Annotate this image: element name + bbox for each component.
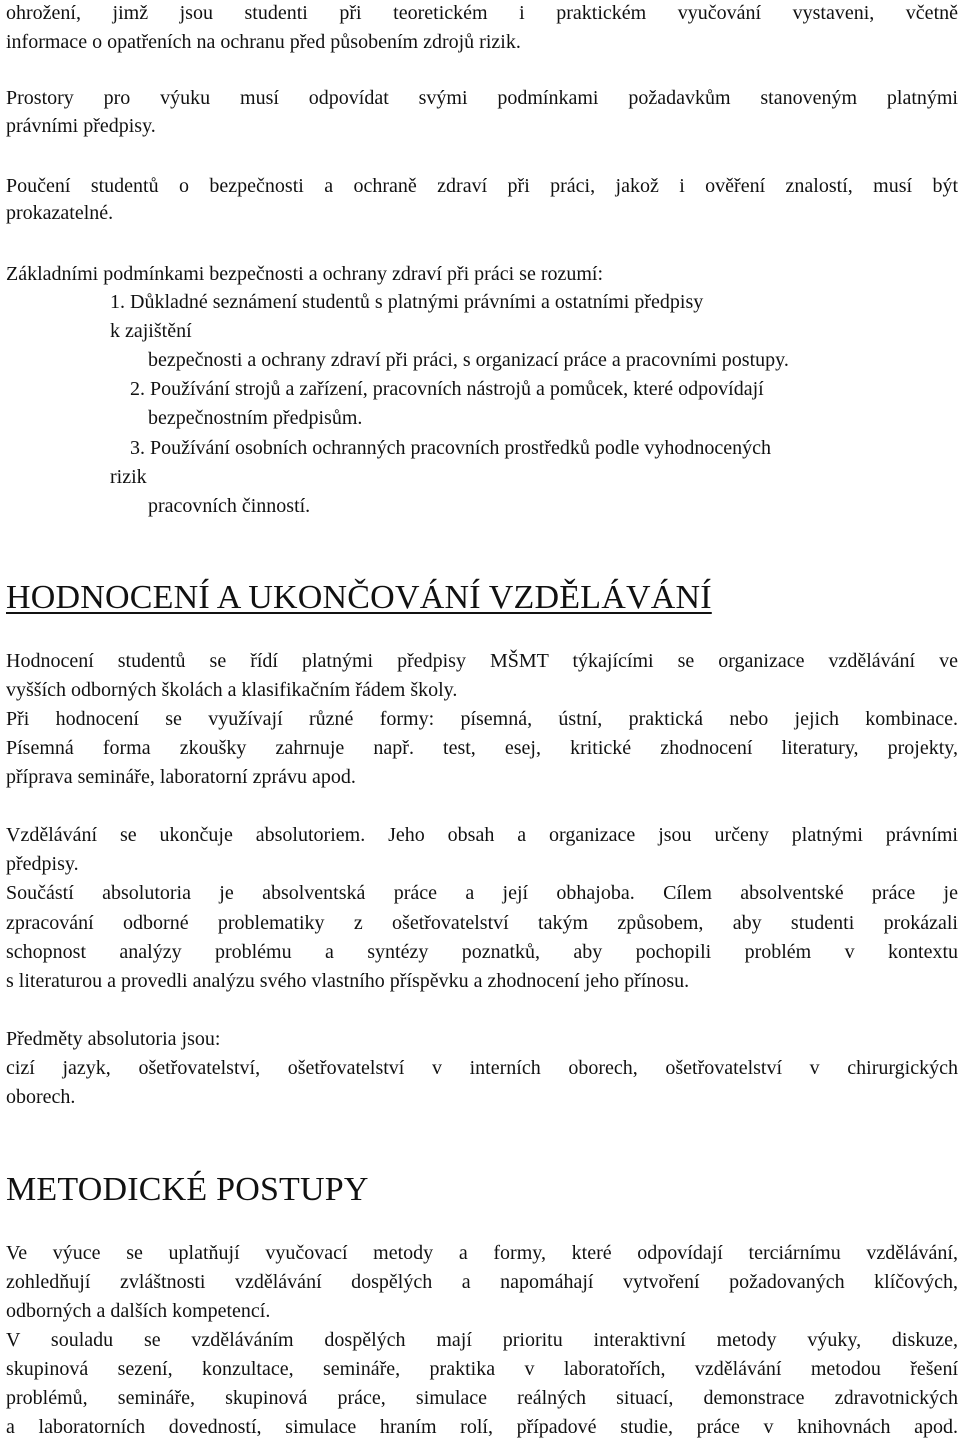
conditions-title: Základními podmínkami bezpečnosti a ochrany zdraví při práci se rozumí: bbox=[6, 263, 604, 285]
methods-p1-line-3: odborných a dalších kompetencí. bbox=[6, 1300, 271, 1322]
evaluation-p4-line-3: schopnost analýzy problému a syntézy poznatků, aby pochopili problém v kontextu bbox=[6, 941, 958, 963]
evaluation-p3-line-2: předpisy. bbox=[6, 853, 79, 875]
methods-p2-line-1: V souladu se vzděláváním dospělých mají prioritu interaktivní metody výuky, diskuze, bbox=[6, 1329, 958, 1351]
evaluation-p3-line-1: Vzdělávání se ukončuje absolutoriem. Jeho obsah a organizace jsou určeny platnými právními bbox=[6, 824, 958, 846]
evaluation-p5-line-2: cizí jazyk, ošetřovatelství, ošetřovatelství v interních oborech, ošetřovatelství v chirurgických bbox=[6, 1057, 958, 1079]
intro-line-4: právními předpisy. bbox=[6, 115, 156, 137]
condition-1-line-1: 1. Důkladné seznámení studentů s platnými právními a ostatními předpisy bbox=[110, 291, 704, 313]
intro-line-5: Poučení studentů o bezpečnosti a ochraně zdraví při práci, jakož i ověření znalostí, musí být bbox=[6, 175, 958, 197]
intro-line-3: Prostory pro výuku musí odpovídat svými podmínkami požadavkům stanoveným platnými bbox=[6, 87, 958, 109]
intro-line-2: informace o opatřeních na ochranu před působením zdrojů rizik. bbox=[6, 31, 521, 53]
condition-3-line-3: pracovních činností. bbox=[148, 495, 311, 517]
evaluation-p1-line-2: vyšších odborných školách a klasifikačním řádem školy. bbox=[6, 679, 458, 701]
evaluation-p5-line-1: Předměty absolutoria jsou: bbox=[6, 1028, 221, 1050]
evaluation-p4-line-2: zpracování odborné problematiky z ošetřovatelství takým způsobem, aby studenti prokázali bbox=[6, 912, 958, 934]
evaluation-p1-line-1: Hodnocení studentů se řídí platnými předpisy MŠMT týkajícími se organizace vzdělávání ve bbox=[6, 650, 958, 672]
evaluation-p4-line-4: s literaturou a provedli analýzu svého vlastního příspěvku a zhodnocení jeho přínosu. bbox=[6, 970, 690, 992]
section-heading-methods: METODICKÉ POSTUPY bbox=[6, 1171, 369, 1208]
evaluation-p4-line-1: Součástí absolutoria je absolventská práce a její obhajoba. Cílem absolventské práce je bbox=[6, 882, 958, 904]
methods-p1-line-2: zohledňují zvláštnosti vzdělávání dospělých a napomáhají vytvoření požadovaných klíčových, bbox=[6, 1271, 958, 1293]
intro-line-1: ohrožení, jimž jsou studenti při teoretickém i praktickém vyučování vystaveni, včetně bbox=[6, 2, 958, 24]
methods-p1-line-1: Ve výuce se uplatňují vyučovací metody a formy, které odpovídají terciárnímu vzdělávání, bbox=[6, 1242, 958, 1264]
methods-p2-line-3: problémů, semináře, skupinová práce, simulace reálných situací, demonstrace zdravotnických bbox=[6, 1387, 958, 1409]
condition-1-line-2: k zajištění bbox=[110, 320, 192, 342]
methods-p2-line-2: skupinová sezení, konzultace, semináře, praktika v laboratořích, vzdělávání metodou řešení bbox=[6, 1358, 958, 1380]
evaluation-p2-line-3: příprava semináře, laboratorní zprávu apod. bbox=[6, 766, 356, 788]
condition-1-line-3: bezpečnosti a ochrany zdraví při práci, s organizací práce a pracovními postupy. bbox=[148, 349, 789, 371]
condition-2-line-1: 2. Používání strojů a zařízení, pracovních nástrojů a pomůcek, které odpovídají bbox=[130, 378, 764, 400]
methods-p2-line-4: a laboratorních dovedností, simulace hraním rolí, případové studie, práce v knihovnách apod. bbox=[6, 1416, 958, 1438]
section-heading-evaluation: HODNOCENÍ A UKONČOVÁNÍ VZDĚLÁVÁNÍ bbox=[6, 579, 712, 616]
evaluation-p2-line-2: Písemná forma zkoušky zahrnuje např. test, esej, kritické zhodnocení literatury, projekty, bbox=[6, 737, 958, 759]
condition-3-line-2: rizik bbox=[110, 466, 147, 488]
condition-3-line-1: 3. Používání osobních ochranných pracovních prostředků podle vyhodnocených bbox=[130, 437, 771, 459]
evaluation-p2-line-1: Při hodnocení se využívají různé formy: písemná, ústní, praktická nebo jejich kombinace. bbox=[6, 708, 958, 730]
condition-2-line-2: bezpečnostním předpisům. bbox=[148, 407, 363, 429]
evaluation-p5-line-3: oborech. bbox=[6, 1086, 76, 1108]
intro-line-6: prokazatelné. bbox=[6, 202, 114, 224]
